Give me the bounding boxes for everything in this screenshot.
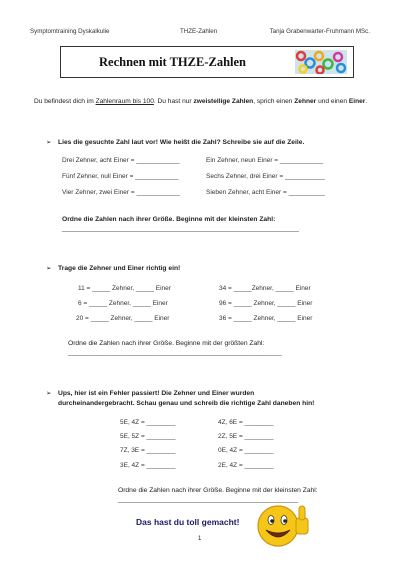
task2-title-text: Trage die Zehner und Einer richtig ein! xyxy=(58,265,181,272)
task3-left-1: 5E, 5Z = ________ xyxy=(120,433,176,440)
intro-part: und einen xyxy=(316,98,349,105)
task2-left-0: 11 = _____ Zehner, _____ Einer xyxy=(78,285,171,292)
intro-part: . xyxy=(365,98,368,105)
header-center: THZE-Zahlen xyxy=(180,28,218,35)
intro-part: Du befindest dich im xyxy=(34,98,96,105)
page-number: 1 xyxy=(198,536,202,542)
task3-right-3: 2E, 4Z = ________ xyxy=(218,462,274,469)
intro-two-digit: zweistellige Zahlen xyxy=(193,98,254,105)
task3-order-instruction: Ordne die Zahlen nach ihrer Größe. Beginne mit der kleinsten Zahl: xyxy=(118,487,318,494)
task2-left-2: 20 = _____ Zehner, _____ Einer xyxy=(76,315,170,322)
task1-order-instruction: Ordne die Zahlen nach ihrer Größe. Beginne mit der kleinsten Zahl: xyxy=(62,216,276,223)
intro-text xyxy=(34,97,374,107)
header-right: Tanja Grabenwarter-Fruhmann MSc. xyxy=(269,28,370,35)
title-box xyxy=(60,46,354,78)
intro-part: . Du hast nur xyxy=(153,98,194,105)
task3-title-line2: durcheinandergebracht. Schau genau und schreib die richtige Zahl daneben hin! xyxy=(58,399,315,407)
intro-part: , sprich einen xyxy=(253,98,295,105)
task3-left-3: 3E, 4Z = ________ xyxy=(120,462,176,469)
task1-title-text: Lies die gesuchte Zahl laut vor! Wie heißt die Zahl? Schreibe sie auf die Zeile. xyxy=(58,139,305,146)
task1-right-2: Sieben Zehner, acht Einer = __________ xyxy=(206,189,325,196)
arrow-bullet-icon: ➢ xyxy=(46,139,52,146)
task3-right-0: 4Z, 6E = ________ xyxy=(218,419,274,426)
task1-title xyxy=(46,138,305,148)
header-left: Symptomtraining Dyskalkulie xyxy=(30,28,110,35)
task3-left-2: 7Z, 3E = ________ xyxy=(120,447,176,454)
intro-number-range: Zahlenraum bis 100 xyxy=(95,98,154,105)
task2-left-1: 6 = _____ Zehner, _____ Einer xyxy=(78,300,168,307)
colorful-rings-logo xyxy=(295,50,347,74)
task3-right-2: 0E, 4Z = ________ xyxy=(218,447,274,454)
thumbs-up-smiley-icon xyxy=(256,500,314,550)
page-header xyxy=(30,28,370,38)
task2-right-2: 36 = _____ Zehner, _____ Einer xyxy=(219,315,313,322)
praise-text: Das hast du toll gemacht! xyxy=(136,517,240,527)
arrow-bullet-icon: ➢ xyxy=(46,390,52,397)
page-title: Rechnen mit THZE-Zahlen xyxy=(99,55,247,69)
task3-right-1: 2Z, 5E = ________ xyxy=(218,433,274,440)
task1-left-1: Fünf Zehner, null Einer = ____________ xyxy=(62,173,179,180)
task2-right-0: 34 = _____Zehner, _____ Einer xyxy=(219,285,311,292)
task2-right-1: 96 = _____ Zehner, _____ Einer xyxy=(219,300,313,307)
task3-order-line[interactable]: ______________________________________________________ xyxy=(118,497,299,503)
task2-title xyxy=(46,264,181,274)
task3-title-line1: Ups, hier ist ein Fehler passiert! Die Zehner und Einer wurden xyxy=(58,390,255,397)
task3-title xyxy=(46,389,315,408)
intro-tens: Zehner xyxy=(294,98,317,105)
task2-order-instruction: Ordne die Zahlen nach ihrer Größe. Beginne mit der größten Zahl: xyxy=(68,340,265,347)
intro-ones: Einer xyxy=(348,98,366,105)
task1-left-2: Vier Zehner, zwei Einer = ____________ xyxy=(62,189,180,196)
task3-left-0: 5E, 4Z = ________ xyxy=(120,419,176,426)
task1-order-line[interactable]: _______________________________________________________________________ xyxy=(62,226,299,232)
task2-order-line[interactable]: ________________________________________________________________ xyxy=(68,350,282,356)
task1-right-1: Sechs Zehner, drei Einer = ___________ xyxy=(206,173,325,180)
task1-left-0: Drei Zehner, acht Einer = ____________ xyxy=(62,157,180,164)
task1-right-0: Ein Zehner, neun Einer = ____________ xyxy=(206,157,324,164)
arrow-bullet-icon: ➢ xyxy=(46,265,52,272)
